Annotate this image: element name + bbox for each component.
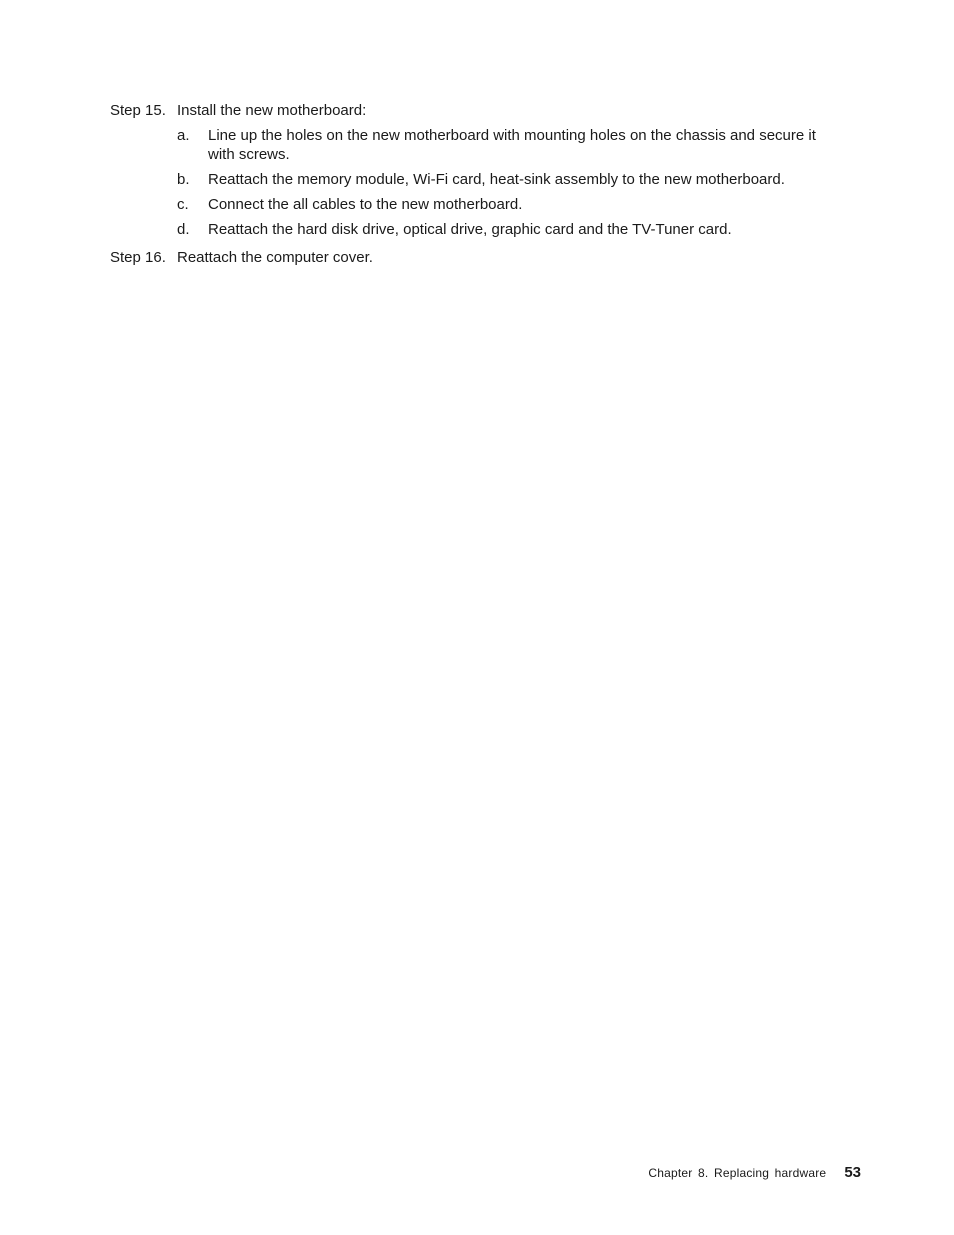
substep-c (177, 195, 850, 214)
substep-a (177, 126, 850, 164)
substep-letter: a. (177, 127, 190, 144)
substep-text: Reattach the hard disk drive, optical drive, graphic card and the TV-Tuner card. (208, 221, 732, 238)
footer-chapter-title: Chapter 8. Replacing hardware (648, 1166, 827, 1180)
page-number: 53 (844, 1164, 861, 1181)
step-label: Step 15. (110, 102, 166, 119)
step-15 (110, 101, 850, 120)
substep-text: Line up the holes on the new motherboard with mounting holes on the chassis and secure it with screws. (208, 127, 816, 163)
page-footer (648, 1164, 861, 1181)
step-text: Reattach the computer cover. (177, 249, 373, 266)
document-body (110, 101, 850, 267)
step-label: Step 16. (110, 249, 166, 266)
step-16 (110, 248, 850, 267)
step-text: Install the new motherboard: (177, 102, 367, 119)
substep-d (177, 220, 850, 239)
substep-letter: b. (177, 171, 190, 188)
substep-letter: d. (177, 221, 190, 238)
substep-list (177, 126, 850, 239)
substep-b (177, 170, 850, 189)
substep-letter: c. (177, 196, 189, 213)
substep-text: Connect the all cables to the new motherboard. (208, 196, 523, 213)
substep-text: Reattach the memory module, Wi-Fi card, heat-sink assembly to the new motherboard. (208, 171, 785, 188)
